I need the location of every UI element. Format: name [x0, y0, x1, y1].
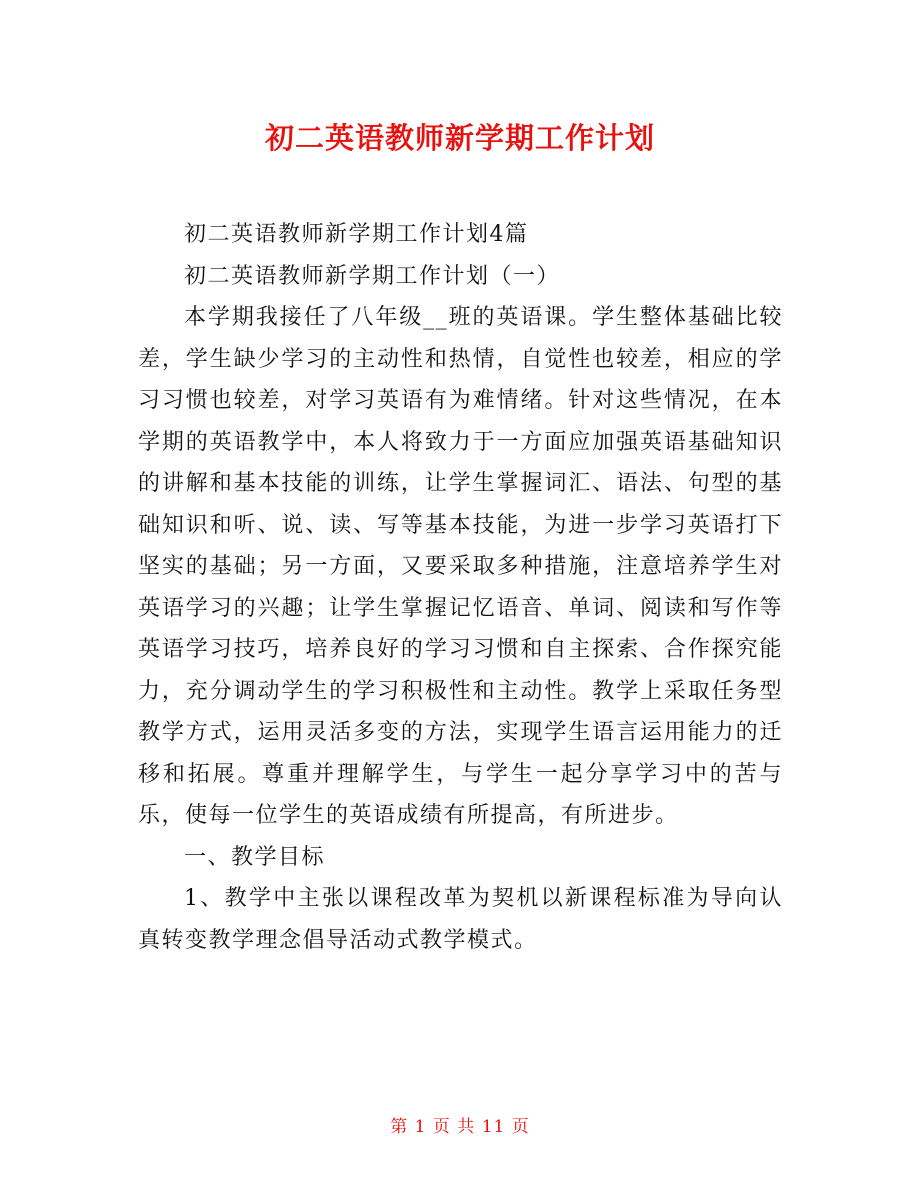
paragraph-subtitle: 初二英语教师新学期工作计划4篇 [184, 222, 529, 247]
document-title: 初二英语教师新学期工作计划 [264, 121, 655, 155]
paragraph-section-title: 初二英语教师新学期工作计划（一） [184, 263, 561, 289]
paragraph-intro: 本学期我接任了八年级__班的英语课。学生整体基础比较差，学生缺少学习的主动性和热情，自觉性也较差，相应的学习习惯也较差，对学习英语有为难情绪。针对这些情况，在本学期的英语教学中，本人将致力于一方面应加强英语基础知识的讲解和基本技能的训练，让学生掌握词汇、语法、句型的基础知识和听、说、读、写等基本技能，为进一步学习英语打下坚实的基础；另一方面，又要采取多种措施，注意培养学生对英语学习的兴趣；让学生掌握记忆语音、单词、阅读和写作等英语学习技巧，培养良好的学习习惯和自主探索、合作探究能力，充分调动学生的学习积极性和主动性。教学上采取任务型教学方式，运用灵活多变的方法，实现学生语言运用能力的迁移和拓展。尊重并理解学生，与学生一起分享学习中的苦与乐，使每一位学生的英语成绩有所提高，有所进步。 [138, 305, 783, 828]
paragraph-goal-1: 1、教学中主张以课程改革为契机以新课程标准为导向认真转变教学理念倡导活动式教学模式。 [138, 886, 783, 953]
page-footer: 第 1 页 共 11 页 [390, 1117, 530, 1137]
heading-teaching-goals: 一、教学目标 [184, 844, 326, 870]
document-body [138, 214, 783, 961]
